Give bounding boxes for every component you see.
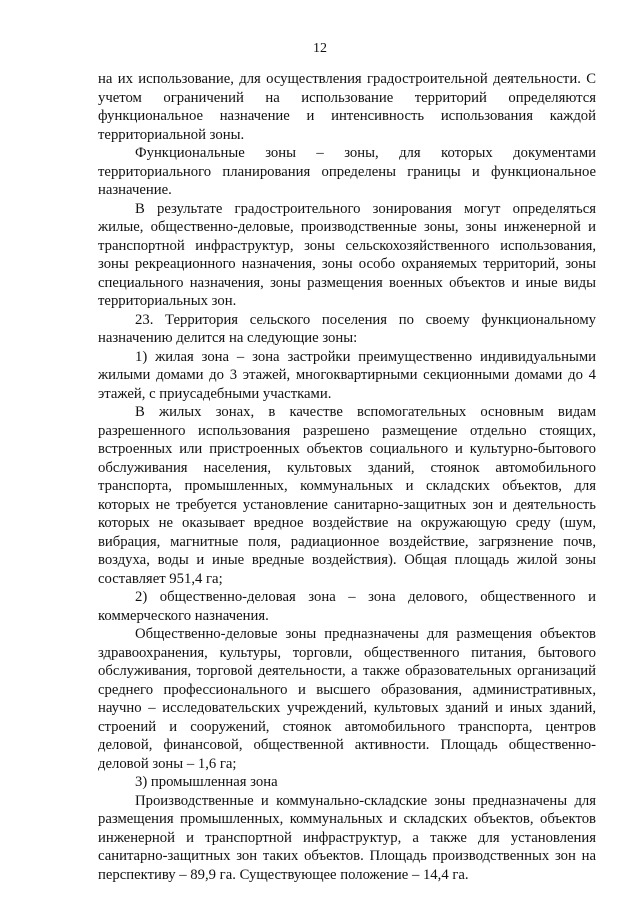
paragraph-4: 23. Территория сельского поселения по своему функциональному назначению делится на следующие зоны:	[98, 311, 596, 346]
body-text	[98, 70, 596, 884]
page-number: 12	[313, 41, 327, 56]
paragraph-7: 2) общественно-деловая зона – зона делового, общественного и коммерческого назначения.	[98, 589, 596, 624]
paragraph-3: В результате градостроительного зонирования могут определяться жилые, общественно-деловые, производственные зоны, зоны инженерной и транспортной инфраструктур, зоны сельскохозяйственного использования, зоны рекреационного назначения, зоны особо охраняемых территорий, зоны специального назначения, зоны размещения военных объектов и иные виды территориальных зон.	[98, 200, 596, 309]
paragraph-8: Общественно-деловые зоны предназначены для размещения объектов здравоохранения, культуры, торговли, общественного питания, бытового обслуживания, торговой деятельности, а также образовательных организаций среднего профессионального и высшего образования, административных, научно – исследовательских учреждений, культовых зданий и иных зданий, строений и сооружений, стоянок автомобильного транспорта, центров деловой, финансовой, общественной активности. Площадь общественно-деловой зоны – 1,6 га;	[98, 626, 596, 772]
paragraph-2: Функциональные зоны – зоны, для которых документами территориального планирования определены границы и функциональное назначение.	[98, 145, 596, 198]
paragraph-1: на их использование, для осуществления градостроительной деятельности. С учетом ограничений на использование территорий определяются функциональное назначение и интенсивность использования каждой территориальной зоны.	[98, 71, 596, 143]
paragraph-6: В жилых зонах, в качестве вспомогательных основным видам разрешенного использования разрешено размещение отдельно стоящих, встроенных или пристроенных объектов социального и культурно-бытового обслуживания населения, культовых зданий, стоянок автомобильного транспорта, промышленных, коммунальных и складских объектов, для которых не требуется установление санитарно-защитных зон и деятельность которых не оказывает вредное воздействие на окружающую среду (шум, вибрация, магнитные поля, радиационное воздействие, загрязнение почв, воздуха, воды и иные вредные воздействия). Общая площадь жилой зоны составляет 951,4 га;	[98, 404, 596, 587]
paragraph-10: Производственные и коммунально-складские зоны предназначены для размещения промышленных, коммунальных и складских объектов, объектов инженерной и транспортной инфраструктур, а также для установления санитарно-защитных зон таких объектов. Площадь производственных зон на перспективу – 89,9 га. Существующее положение – 14,4 га.	[98, 792, 596, 883]
paragraph-9: 3) промышленная зона	[135, 774, 278, 790]
paragraph-5: 1) жилая зона – зона застройки преимущественно индивидуальными жилыми домами до 3 этажей, многоквартирными секционными домами до 4 этажей, с приусадебными участками.	[98, 348, 596, 402]
